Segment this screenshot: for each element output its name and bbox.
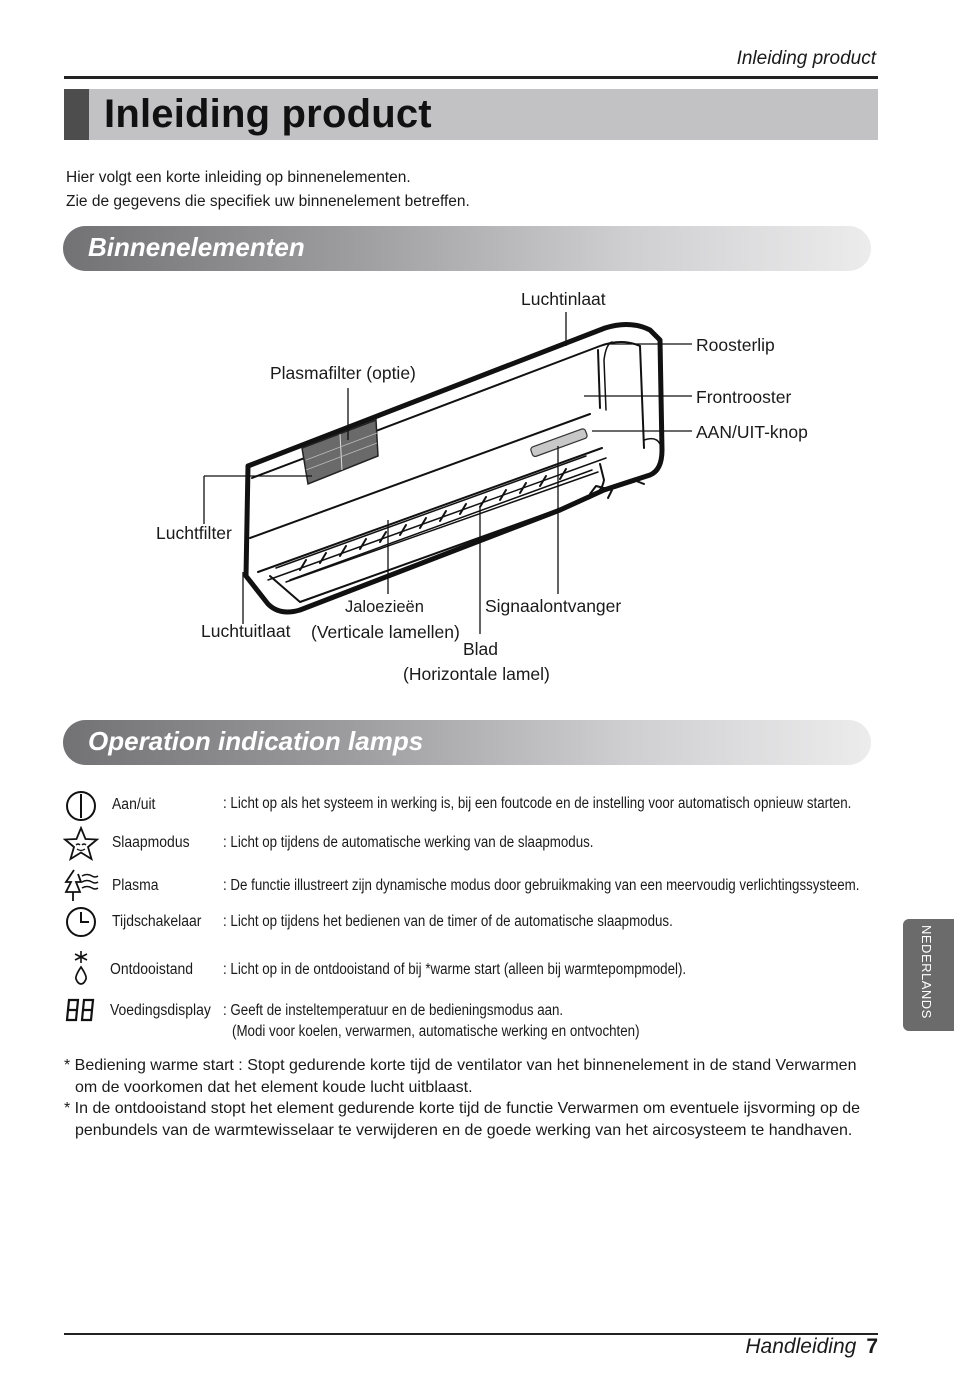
label-luchtinlaat: Luchtinlaat — [521, 289, 606, 309]
note-2-line-2: penbundels van de warmtewisselaar te verwijderen en de goede werking van het aircosysteem te handhaven. — [75, 1121, 853, 1139]
label-verticale-lamellen: (Verticale lamellen) — [311, 622, 460, 642]
lamp-name-plasma: Plasma — [112, 877, 159, 894]
lamp-name-aanuit: Aan/uit — [112, 796, 156, 813]
label-roosterlip: Roosterlip — [696, 335, 775, 355]
label-luchtuitlaat: Luchtuitlaat — [201, 621, 291, 641]
label-plasmafilter: Plasmafilter (optie) — [270, 363, 416, 383]
star-face-icon — [62, 826, 100, 862]
language-tab — [903, 919, 954, 1031]
label-horizontale-lamel: (Horizontale lamel) — [403, 664, 550, 684]
footer-label: Handleiding — [745, 1335, 857, 1358]
note-warme-start — [64, 1055, 876, 1098]
language-tab-label: NEDERLANDS — [919, 925, 934, 1019]
lamp-desc-ontdooistand: : Licht op in de ontdooistand of bij *warme start (alleen bij warmtepompmodel). — [223, 961, 687, 978]
seven-segment-icon — [62, 994, 100, 1030]
title-marker — [64, 89, 89, 140]
label-aanuit-knop: AAN/UIT-knop — [696, 422, 808, 442]
lamp-name-voedingsdisplay: Voedingsdisplay — [110, 1002, 211, 1019]
plasma-filter-mesh — [302, 292, 378, 484]
label-signaalontvanger: Signaalontvanger — [485, 596, 622, 616]
defrost-icon — [62, 950, 100, 986]
header-rule — [64, 76, 878, 79]
lamp-desc-tijdschakelaar: : Licht op tijdens het bedienen van de timer of de automatische slaapmodus. — [223, 913, 673, 930]
footer — [745, 1335, 878, 1359]
page-number: 7 — [866, 1335, 878, 1358]
lamp-desc-voedingsdisplay-2: (Modi voor koelen, verwarmen, automatische werking en ontvochten) — [232, 1023, 640, 1040]
section-title-binnenelementen: Binnenelementen — [88, 232, 305, 262]
indoor-unit-diagram — [0, 280, 954, 700]
lamp-name-tijdschakelaar: Tijdschakelaar — [112, 913, 202, 930]
lamp-desc-slaapmodus: : Licht op tijdens de automatische werking van de slaapmodus. — [223, 834, 594, 851]
label-luchtfilter: Luchtfilter — [156, 523, 232, 543]
power-icon — [62, 788, 100, 824]
plasma-icon — [62, 868, 100, 904]
note-ontdooistand — [64, 1098, 876, 1141]
page-title: Inleiding product — [104, 92, 432, 136]
label-jaloezieen: Jaloezieën — [345, 598, 424, 616]
lamp-desc-voedingsdisplay: : Geeft de insteltemperatuur en de bedieningsmodus aan. — [223, 1002, 564, 1019]
running-header: Inleiding product — [736, 48, 876, 69]
lamp-desc-aanuit: : Licht op als het systeem in werking is, bij een foutcode en de instelling voor automatisch opnieuw starten. — [223, 795, 852, 812]
note-1-line-2: om de voorkomen dat het element koude lucht uitblaast. — [75, 1078, 473, 1096]
intro-line-1: Hier volgt een korte inleiding op binnenelementen. — [66, 169, 411, 186]
note-1-line-1: * Bediening warme start : Stopt gedurende korte tijd de ventilator van het binnenelement in de stand Verwarmen — [64, 1057, 857, 1074]
label-blad: Blad — [463, 639, 499, 659]
section-title-lamps: Operation indication lamps — [88, 726, 424, 756]
intro-line-2: Zie de gegevens die specifiek uw binnenelement betreffen. — [66, 192, 470, 210]
label-frontrooster: Frontrooster — [696, 387, 792, 407]
clock-icon — [62, 904, 100, 940]
intro-text — [66, 166, 470, 213]
lamp-name-ontdooistand: Ontdooistand — [110, 961, 193, 978]
lamp-name-slaapmodus: Slaapmodus — [112, 834, 190, 851]
note-2-line-1: * In de ontdooistand stopt het element gedurende korte tijd de functie Verwarmen om eventuele ijsvorming op de — [64, 1100, 861, 1117]
lamp-desc-plasma: : De functie illustreert zijn dynamische modus door gebruikmaking van een meervoudig verlichtingssysteem. — [223, 877, 860, 894]
